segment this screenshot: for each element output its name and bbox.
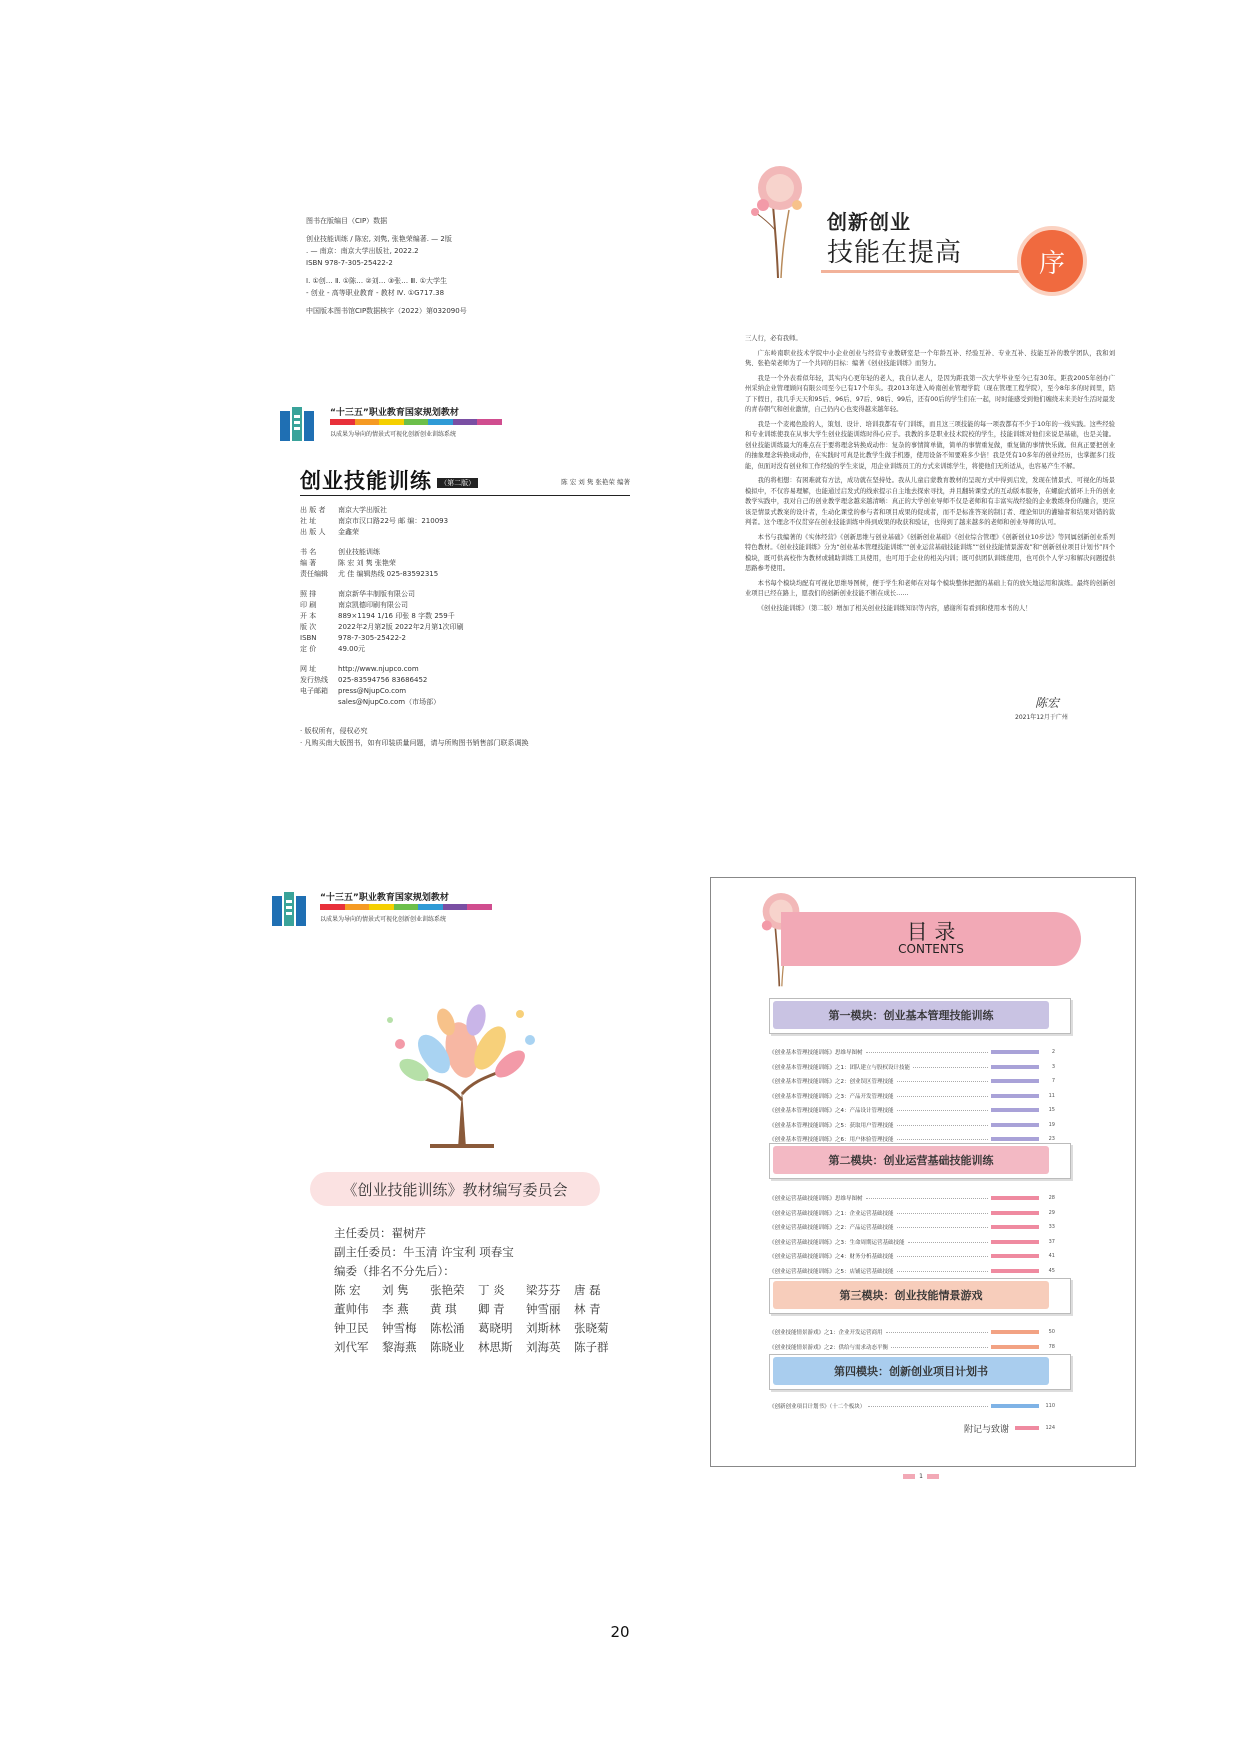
toc-page: 2 [1051,1049,1055,1055]
toc-bar [991,1404,1039,1408]
toc-leader [897,1080,988,1082]
page-footer [891,1471,951,1481]
footer-bar [927,1474,939,1479]
copyright-page [270,215,630,755]
member-name: 梁芬芬 [526,1283,561,1297]
series-subtitle: 以成果为导向的情景式可视化创新创业训练系统 [320,916,447,923]
cip-line: 中国版本图书馆CIP数据核字（2022）第032090号 [306,307,467,315]
pub-group-book [300,547,620,580]
pub-row: 社 址 南京市汉口路22号 邮 编：210093 [300,517,449,525]
publisher-logo-icon [278,405,320,443]
toc-entry-title: 《创业基本管理技能训练》之3：产品开发管理技能 [769,1093,894,1100]
toc-bar [991,1330,1039,1334]
toc-bar [991,1050,1039,1054]
pub-row: 网 址 http://www.njupco.com [300,665,419,673]
toc-leader [897,1138,988,1140]
edition-tag: （第二版） [437,478,478,488]
toc-page: 124 [1045,1425,1055,1431]
toc-row[interactable] [769,1075,1055,1087]
toc-entry-title: 《创业技能情景游戏》之2：供给与需求动态平衡 [769,1344,889,1351]
toc-row[interactable] [769,1400,1055,1412]
book-title: 创业技能训练 [300,469,432,493]
member-name: 钟卫民 [334,1321,369,1335]
module-heading [773,1281,1049,1309]
toc-entry-title: 《创业基本管理技能训练》之2：创业误区管理技能 [769,1079,894,1085]
toc-page: 110 [1045,1403,1055,1409]
book-authors: 陈 宏 刘 隽 张艳荣 编著 [561,478,630,486]
module-title: 第三模块：创业技能情景游戏 [839,1289,983,1302]
cip-line: . — 南京：南京大学出版社, 2022.2 [306,247,419,255]
member-name: 陈 宏 [334,1283,361,1297]
contents-subtitle: CONTENTS [898,942,964,956]
toc-bar [991,1240,1039,1244]
pub-row: 编 著 陈 宏 刘 隽 张艳荣 [300,559,396,567]
title-underline [821,270,1036,273]
member-name: 黄 琪 [430,1302,457,1316]
preface-badge-label: 序 [1038,248,1065,279]
pub-row: sales@NjupCo.com（市场部） [338,698,441,706]
toc-page: 78 [1048,1343,1055,1350]
toc-bar [991,1137,1039,1141]
publication-info [300,505,620,717]
toc-row[interactable] [769,1326,1055,1338]
toc-row[interactable] [769,1119,1055,1131]
series-title: “十三五”职业教育国家规划教材 [320,893,449,903]
toc-row[interactable] [769,1192,1055,1204]
toc-row[interactable] [769,1341,1055,1353]
toc-bar [991,1254,1039,1258]
committee-members [334,1224,624,1357]
member-name: 张晓菊 [574,1321,609,1335]
toc-row[interactable] [769,1133,1055,1145]
member-row [334,1300,624,1319]
member-row [334,1281,624,1300]
toc-row[interactable] [769,1221,1055,1233]
toc-leader [897,1226,988,1228]
module-title: 第二模块：创业运营基础技能训练 [828,1154,994,1167]
toc-entry-title: 《创业技能情景游戏》之1：企业开发运营商用 [769,1330,883,1336]
committee-title-banner [310,1172,600,1206]
toc-page: 37 [1048,1238,1055,1245]
pub-row: 印 刷 南京凯德印刷有限公司 [300,601,408,609]
toc-page: 15 [1048,1107,1055,1113]
series-title: “十三五”职业教育国家规划教材 [330,408,459,418]
module-heading [773,1357,1049,1385]
pub-row: 照 排 南京新华丰制版有限公司 [300,590,415,598]
note-line: · 版权所有，侵权必究 [300,727,368,735]
pub-row: 版 次 2022年2月第2版 2022年2月第1次印刷 [300,623,464,631]
preface-paragraph: 广东岭南职业技术学院中小企业创业与经营专业教研室是一个年龄互补、经验互补、专业互补、技能互补的教学团队，我和刘隽、张艳荣老师为了一个共同的目标：编著《创业技能训练》而努力。 [745,349,1115,367]
member-name: 丁 炎 [478,1283,505,1297]
pub-row: 责任编辑 尤 佳 编辑热线 025-83592315 [300,570,439,578]
preface-page [745,160,1125,730]
preface-signature: 陈宏 [1035,696,1060,710]
series-subtitle: 以成果为导向的情景式可视化创新创业训练系统 [330,431,457,438]
preface-date: 2021年12月于广州 [1015,714,1068,721]
module-heading [773,1001,1049,1029]
pub-group-publisher [300,505,620,538]
toc-entry-title: 《创业运营基础技能训练》之1：企业运营基础技能 [769,1210,894,1217]
toc-page: 7 [1051,1078,1055,1084]
toc-leader [908,1241,988,1243]
toc-bar [991,1269,1039,1273]
toc-bar [991,1123,1039,1127]
member-name: 葛晓明 [478,1321,513,1335]
toc-row[interactable] [769,1046,1055,1058]
series-header [270,890,620,930]
toc-entry-title: 《创新创业项目计划书》（十二个板块） [769,1404,866,1410]
contents-page [710,877,1136,1480]
pub-row: ISBN 978-7-305-25422-2 [300,634,407,642]
toc-entry-title: 《创业运营基础技能训练》之2：产品运营基础技能 [769,1225,894,1231]
toc-entry-title: 《创业基本管理技能训练》思维导图树 [769,1050,863,1056]
cip-title: 图书在版编目（CIP）数据 [306,217,388,225]
pub-row: 出 版 者 南京大学出版社 [300,506,387,514]
toc-page: 3 [1051,1063,1055,1070]
toc-row[interactable] [769,1250,1055,1262]
book-title-block [300,465,630,496]
member-name: 卿 青 [478,1302,505,1316]
preface-paragraph: 我是一个外表看似年轻，其实内心更年轻的老人，我自认老人，是因为距我第一次大学毕业至今已有30年。距我2005年创办广州采纳企业管理顾问有限公司至今已有17个年头。我2013年进入岭南创业管理学院（现在管理工程学院），至今8年多的时间里，陪了下假日，我几乎天天和95后、96后、97后、98后、99后，还有00后的学生们在一起，时时能感受到他们缠绕未来美好生活时最发的青春朝气和创业激情，自己仍内心也变得越来越年轻。 [745,374,1115,413]
preface-paragraph: 《创业技能训练》（第二版）增加了相关创业技能训练知识等内容，感谢所有看到和使用本书的人！ [757,604,1032,612]
toc-leader [897,1095,988,1097]
colorful-tree-icon [370,990,550,1150]
pub-row: 定 价 49.00元 [300,645,366,653]
committee-title: 《创业技能训练》教材编写委员会 [342,1180,568,1199]
toc-leader [891,1346,988,1348]
tree-illustration-icon [745,160,815,280]
footer-bar [903,1474,915,1479]
preface-badge [1017,226,1087,296]
module-title: 第四模块：创新创业项目计划书 [834,1365,988,1378]
preface-opening: 三人行，必有我师。 [745,335,802,342]
director-line: 主任委员：翟树芹 [334,1226,426,1240]
toc-page: 11 [1048,1092,1055,1099]
toc-leader [897,1255,988,1257]
member-name: 董帅伟 [334,1302,369,1316]
pub-row: 开 本 889×1194 1/16 印张 8 字数 259千 [300,612,455,620]
member-name: 钟雪梅 [382,1321,417,1335]
toc-page: 28 [1048,1195,1055,1201]
preface-paragraph: 我是一个麦褐色脸的人，策划、设计、培训我都有专门训练，而且这三项技能的每一项我都有不少于10年的一线实践。这些经验和专业训练使我在从事大学生创业技能训练时得心应手。我教的多是职业技术院校的学生，技能训练对他们来说是基础，也是关键。创业技能训练最大的难点在于要将理念转换成动作：复杂的事情简单做，简单的事情重复做，重复做的事情快乐做。但真正要把创业的抽象理念转换成动作，在实践时可真是比教学生做手机器，使用设备不知要难多少倍！我是凭有10多年的创业经历，也掌握多门技能，但面对没有创业和工作经验的学生来说，用企业训练员工的方式来训练学生，将使他们无所适从，也容易产生不解。 [745,420,1115,470]
toc-appendix-title: 附记与致谢 [963,1424,1009,1435]
cip-line: Ⅰ. ①创… Ⅱ. ①陈… ②刘… ③张… Ⅲ. ①大学生 [306,277,447,285]
member-name: 刘代军 [334,1340,369,1354]
series-header [278,405,628,445]
toc-row[interactable] [769,1265,1055,1277]
toc-bar [991,1079,1039,1083]
cip-line: - 创业 - 高等职业教育 - 教材 Ⅳ. ①G717.38 [306,289,445,297]
preface-title-line1: 创新创业 [827,210,911,234]
color-stripe [330,419,502,425]
toc-page: 33 [1048,1224,1055,1230]
toc-bar [991,1094,1039,1098]
page-number: 20 [610,1623,630,1641]
toc-row[interactable] [769,1207,1055,1219]
toc-leader [897,1270,988,1272]
toc-page: 41 [1048,1253,1055,1259]
committee-page [270,890,630,1410]
toc-appendix-row [769,1422,1055,1434]
member-name: 陈松涌 [430,1321,465,1335]
member-name: 钟雪丽 [526,1302,561,1316]
member-name: 林 青 [574,1302,601,1316]
cip-data-block [306,215,467,317]
toc-entry-title: 《创业基本管理技能训练》之4：产品设计管理技能 [769,1108,894,1114]
toc-page: 29 [1048,1209,1055,1216]
toc-bar [991,1196,1039,1200]
pub-row: 书 名 创业技能训练 [300,548,380,556]
toc-leader [913,1066,988,1068]
toc-page: 19 [1048,1121,1055,1128]
toc-bar [1015,1426,1039,1430]
pub-row: 发行热线 025-83594756 83686452 [300,676,428,684]
toc-leader [868,1405,988,1407]
publisher-logo-icon [270,890,312,928]
pub-group-print [300,589,620,655]
member-name: 李 燕 [382,1302,409,1316]
pub-group-contact [300,664,620,708]
preface-paragraph: 我的将相想：有困难就有方法，成功就在坚持处。我从儿童启蒙教育教材的呈现方式中得到启发，发现在情景式、可视化的场景模拟中，不仅容易理解，也能通过启发式的线索提示自主地去探索寻找，并且翻转课堂式的互动版本服务，在螺旋式循环上升的创业教学实践中，我对自己的创业教学理念越来越清晰：真正的大学创业导师不仅是老师和有丰富实战经验的企业教练身份的融合，更应该是情景式教案的设计者，生动化课堂的参与者和项目成果的促成者，而不是标准答案的制订者、理论知识的灌输者和结果对错的裁判者。这个理念不仅贯穿在创业技能训练中得到成果的收获和验证，也得到了越来越多的老师和创业导师的认可。 [745,477,1115,526]
toc-bar [991,1345,1039,1349]
member-name: 陈晓业 [430,1340,465,1354]
toc-entry-title: 《创业运营基础技能训练》之3：生命周期运营基础技能 [769,1239,905,1246]
cip-line: 创业技能训练 / 陈宏, 刘隽, 张艳荣编著. — 2版 [306,235,452,243]
toc-row[interactable] [769,1090,1055,1102]
preface-paragraph: 本书与我编著的《实体经营》《创新思维与创业基础》《创新创业基础》《创业综合管理》《创新创业10步法》等同属创新创业系列特色教材。《创业技能训练》分为“创业基本管理技能训练”“创业运营基础技能训练”“创业技能情景游戏”和“创新创业项目计划书”四个模块，既可供高校作为教材或辅助训练工具使用，也可用于企业的相关内训；既可供团队训练使用，也可供个人学习和解决问题提供思路参考使用。 [745,533,1115,572]
pub-row: 电子邮箱 press@NjupCo.com [300,687,407,695]
toc-leader [897,1109,988,1111]
contents-page-number: 1 [919,1472,923,1480]
preface-paragraph: 本书每个模块均配有可视化思维导图树，便于学生和老师在对每个模块整体把握的基础上有的放矢地运用和演练。最终的创新创业项目已经在路上，愿我们的创新创业技能不断在成长…… [745,579,1115,597]
member-name: 张艳荣 [430,1283,465,1297]
toc-page: 23 [1048,1136,1055,1142]
toc-leader [897,1212,988,1214]
toc-entry-title: 《创业运营基础技能训练》之5：店铺运营基础技能 [769,1268,894,1275]
toc-entry-title: 《创业运营基础技能训练》思维导图树 [769,1196,863,1202]
module-heading [773,1146,1049,1174]
member-name: 唐 磊 [574,1283,601,1297]
member-row [334,1338,624,1357]
toc-leader [886,1331,988,1333]
member-name: 刘海英 [526,1340,561,1354]
toc-entry-title: 《创业运营基础技能训练》之4：财务分析基础技能 [769,1254,894,1260]
member-row [334,1319,624,1338]
toc-leader [897,1124,988,1126]
members-label: 编委（排名不分先后）： [334,1264,455,1278]
toc-entry-title: 《创业基本管理技能训练》之1：团队建立与股权设计技能 [769,1064,911,1071]
toc-bar [991,1211,1039,1215]
toc-row[interactable] [769,1061,1055,1073]
toc-bar [991,1065,1039,1069]
member-name: 黎海燕 [382,1340,417,1354]
cip-line: ISBN 978-7-305-25422-2 [306,259,393,267]
toc-bar [991,1225,1039,1229]
toc-page: 45 [1048,1267,1055,1274]
vice-director-line: 副主任委员：牛玉清 许宝利 项春宝 [334,1245,514,1259]
copyright-notes [300,725,528,749]
pub-row: 出 版 人 金鑫荣 [300,528,359,536]
member-name: 刘 隽 [382,1283,409,1297]
toc-entry-title: 《创业基本管理技能训练》之5：获取用户管理技能 [769,1122,894,1129]
toc-page: 50 [1048,1329,1055,1335]
toc-row[interactable] [769,1236,1055,1248]
toc-leader [866,1197,988,1199]
toc-entry-title: 《创业基本管理技能训练》之6：用户体验管理技能 [769,1137,894,1143]
member-name: 林思斯 [478,1340,513,1354]
toc-leader [866,1051,988,1053]
module-title: 第一模块：创业基本管理技能训练 [828,1009,994,1022]
preface-body [745,334,1115,618]
preface-title-line2: 技能在提高 [827,238,963,268]
toc-row[interactable] [769,1104,1055,1116]
note-line: · 凡购买南大版图书，如有印装质量问题，请与所购图书销售部门联系调换 [300,739,529,747]
contents-title: 目 录 [906,920,956,944]
color-stripe [320,904,492,910]
toc-bar [991,1108,1039,1112]
member-name: 刘斯林 [526,1321,561,1335]
member-name: 陈子群 [574,1340,609,1354]
